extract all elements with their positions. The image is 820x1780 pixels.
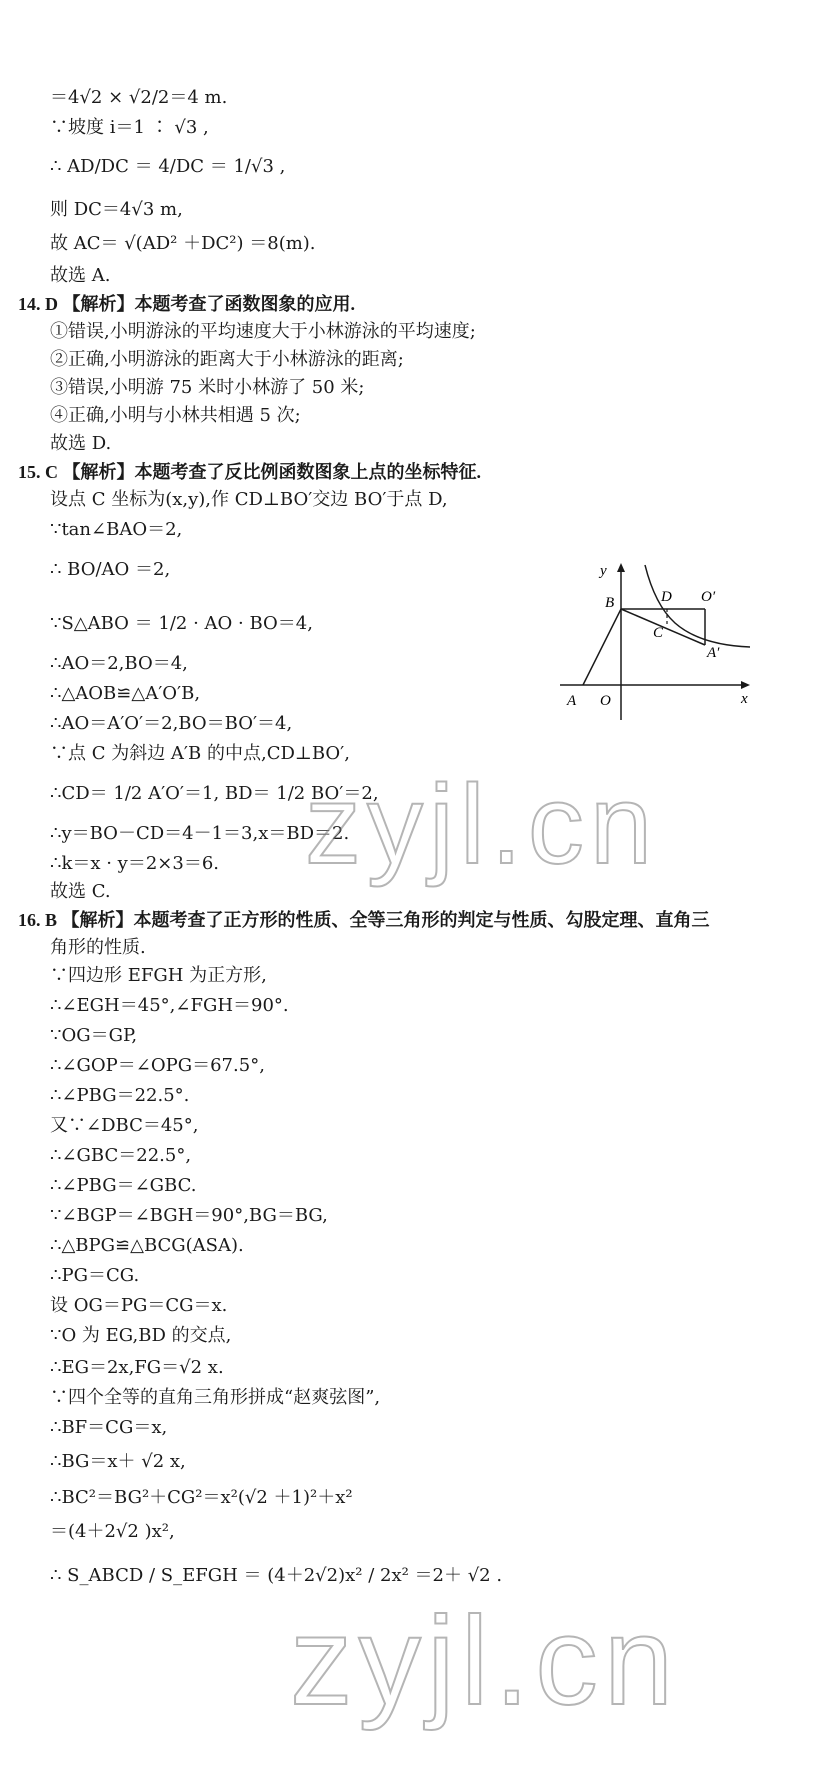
text-line: ∴∠GOP＝∠OPG＝67.5°, xyxy=(50,1055,265,1076)
text-line: ∵四边形 EFGH 为正方形, xyxy=(50,965,267,986)
coordinate-graph xyxy=(555,555,755,725)
label-C: C xyxy=(653,625,664,641)
text-line: 故选 C. xyxy=(50,881,111,902)
label-D: D xyxy=(661,589,672,605)
text-line: ④正确,小明与小林共相遇 5 次; xyxy=(50,405,301,426)
text-line: ∴y＝BO－CD＝4－1＝3,x＝BD＝2. xyxy=(50,823,350,844)
text-line: ∴AO＝A′O′＝2,BO＝BO′＝4, xyxy=(50,713,293,734)
label-O-prime: O′ xyxy=(701,589,716,605)
text-line: 又∵∠DBC＝45°, xyxy=(50,1115,199,1136)
text-line: ∴BF＝CG＝x, xyxy=(50,1417,168,1438)
text-line: ∴ AD/DC ＝ 4/DC ＝ 1/√3 , xyxy=(50,156,286,177)
y-axis-arrow xyxy=(617,563,625,572)
label-y: y xyxy=(600,563,607,579)
text-line: ∴AO＝2,BO＝4, xyxy=(50,653,188,674)
text-line: 故选 D. xyxy=(50,433,112,454)
text-line: ∵点 C 为斜边 A′B 的中点,CD⊥BO′, xyxy=(50,743,350,764)
text-line: ＝4√2 × √2/2＝4 m. xyxy=(50,87,228,108)
text-line: ∴EG＝2x,FG＝√2 x. xyxy=(50,1357,224,1378)
text-line: ∴PG＝CG. xyxy=(50,1265,140,1286)
segment-AB xyxy=(583,609,621,685)
text-line: ∴BC²＝BG²＋CG²＝x²(√2 ＋1)²＋x² xyxy=(50,1487,353,1508)
text-line: 角形的性质. xyxy=(50,937,146,958)
text-line: ∴∠PBG＝22.5°. xyxy=(50,1085,190,1106)
text-line: ＝(4＋2√2 )x², xyxy=(50,1521,175,1542)
text-line: ∴BG＝x＋ √2 x, xyxy=(50,1451,186,1472)
text-line: ∵O 为 EG,BD 的交点, xyxy=(50,1325,232,1346)
text-line: 设点 C 坐标为(x,y),作 CD⊥BO′交边 BO′于点 D, xyxy=(50,489,448,510)
text-line: ∵∠BGP＝∠BGH＝90°,BG＝BG, xyxy=(50,1205,328,1226)
text-line: ∴∠PBG＝∠GBC. xyxy=(50,1175,197,1196)
text-line: ∴∠GBC＝22.5°, xyxy=(50,1145,192,1166)
text-line: ∵S△ABO ＝ 1/2 · AO · BO＝4, xyxy=(50,613,313,634)
text-line: ∵四个全等的直角三角形拼成“赵爽弦图”, xyxy=(50,1387,381,1408)
question-16-heading: 16. B 【解析】本题考查了正方形的性质、全等三角形的判定与性质、勾股定理、直角三 xyxy=(18,910,710,930)
watermark-upper: zyjl.cn xyxy=(305,762,659,887)
text-line: ∴CD＝ 1/2 A′O′＝1, BD＝ 1/2 BO′＝2, xyxy=(50,783,379,804)
question-14-heading: 14. D 【解析】本题考查了函数图象的应用. xyxy=(18,294,355,314)
watermark-lower: zyjl.cn xyxy=(290,1592,680,1731)
x-axis-arrow xyxy=(741,681,750,689)
text-line: ∴ BO/AO ＝2, xyxy=(50,559,171,580)
text-line: ∵坡度 i＝1 ∶ √3 , xyxy=(50,117,209,138)
text-line: ∴△BPG≌△BCG(ASA). xyxy=(50,1235,244,1256)
text-line: ∵OG＝GP, xyxy=(50,1025,138,1046)
text-line: ∴ S_ABCD / S_EFGH ＝ (4＋2√2)x² / 2x² ＝2＋ √2 . xyxy=(50,1565,503,1586)
text-line: ∵tan∠BAO＝2, xyxy=(50,519,183,540)
label-x: x xyxy=(741,691,748,707)
text-line: ①错误,小明游泳的平均速度大于小林游泳的平均速度; xyxy=(50,321,476,342)
text-line: ∴∠EGH＝45°,∠FGH＝90°. xyxy=(50,995,289,1016)
text-line: ∴△AOB≌△A′O′B, xyxy=(50,683,201,704)
question-15-heading: 15. C 【解析】本题考查了反比例函数图象上点的坐标特征. xyxy=(18,462,481,482)
text-line: 设 OG＝PG＝CG＝x. xyxy=(50,1295,228,1316)
label-A: A xyxy=(567,693,577,709)
text-line: ③错误,小明游 75 米时小林游了 50 米; xyxy=(50,377,365,398)
label-O: O xyxy=(600,693,611,709)
label-B: B xyxy=(605,595,615,611)
text-line: ∴k＝x · y＝2×3＝6. xyxy=(50,853,220,874)
text-line: 故 AC＝ √(AD² ＋DC²) ＝8(m). xyxy=(50,233,316,254)
text-line: 则 DC＝4√3 m, xyxy=(50,199,183,220)
text-line: ②正确,小明游泳的距离大于小林游泳的距离; xyxy=(50,349,404,370)
text-line: 故选 A. xyxy=(50,265,111,286)
label-A-prime: A′ xyxy=(707,645,720,661)
